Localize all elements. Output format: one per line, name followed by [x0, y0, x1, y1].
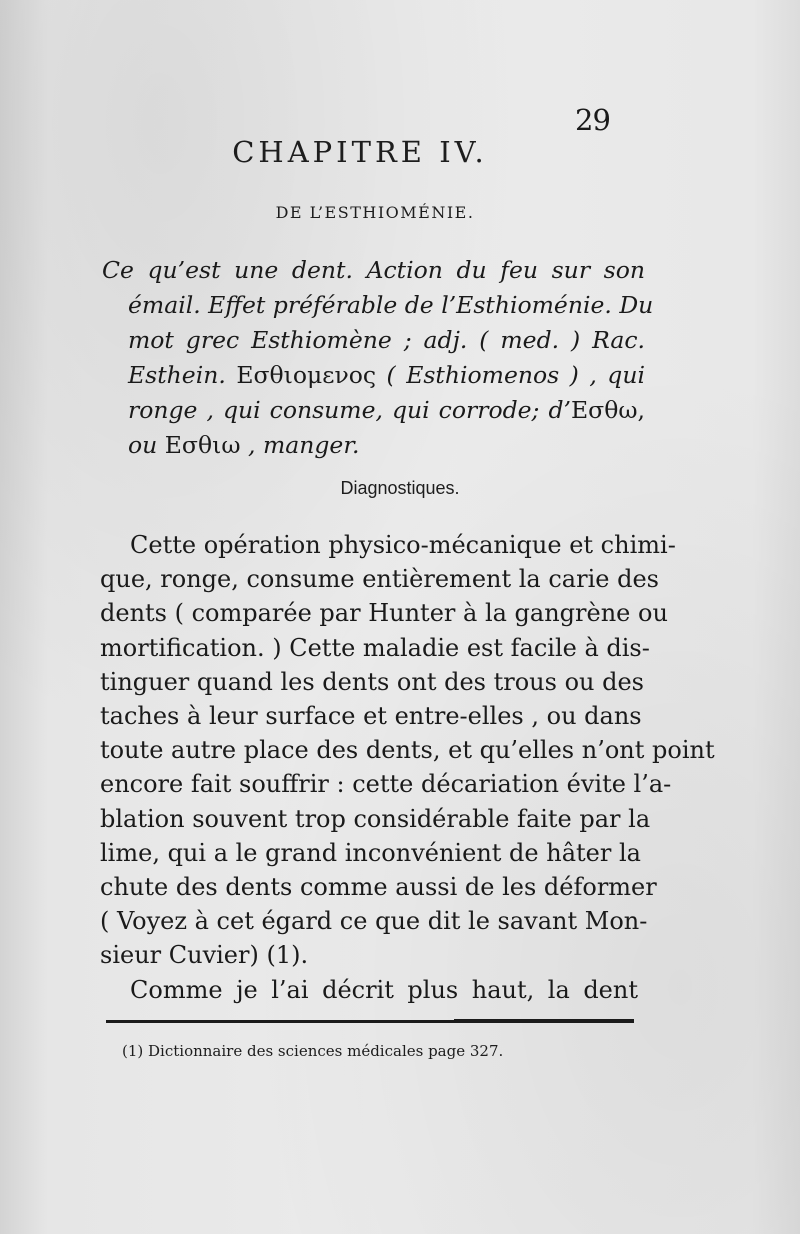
body-line: blation souvent trop considérable faite par la — [100, 804, 651, 833]
body-line: que, ronge, consume entièrement la carie des — [100, 565, 659, 594]
body-line: mortification. ) Cette maladie est facile à dis- — [100, 633, 650, 662]
summary-text: , manger. — [248, 431, 360, 459]
body-line: lime, qui a le grand inconvénient de hâter la — [100, 838, 641, 867]
page-number: 29 — [575, 103, 610, 137]
body-line: chute des dents comme aussi de les déformer — [100, 873, 657, 902]
body-line: encore fait souffrir : cette décariation évite l’a- — [100, 770, 672, 799]
summary-line — [100, 393, 645, 428]
summary-line: Ce qu’est une dent. Action du feu sur son — [102, 256, 645, 284]
summary-line — [100, 428, 645, 463]
greek-word: Εσθιω — [164, 431, 241, 459]
summary-line: mot grec Esthiomène ; adj. ( med. ) Rac. — [128, 326, 645, 354]
body-line: ( Voyez à cet égard ce que dit le savant Mon- — [100, 907, 648, 936]
footnote-rule — [106, 1020, 634, 1023]
summary-line: émail. Effet préférable de l’Esthioménie. Du — [128, 291, 654, 319]
greek-word: Εσθω, — [571, 396, 645, 424]
body-line: toute autre place des dents, et qu’elles n’ont point — [100, 736, 715, 765]
greek-word: Εσθιομενος — [236, 361, 377, 389]
chapter-subtitle: DE L’ESTHIOMÉNIE. — [275, 203, 475, 222]
body-line: taches à leur surface et entre-elles , ou dans — [100, 702, 642, 731]
body-line: tinguer quand les dents ont des trous ou des — [100, 667, 644, 696]
summary-text: ( Esthiomenos ) , qui — [386, 361, 645, 389]
chapter-summary — [100, 253, 654, 463]
footnote: (1) Dictionnaire des sciences médicales page 327. — [122, 1042, 504, 1060]
body-line: dents ( comparée par Hunter à la gangrène ou — [100, 599, 668, 628]
body-line: Cette opération physico-mécanique et chimi- — [130, 531, 676, 559]
section-heading: Diagnostiques. — [340, 478, 460, 498]
summary-text: Esthein. — [128, 361, 226, 389]
chapter-title: CHAPITRE IV. — [232, 135, 488, 169]
summary-text: ou — [128, 431, 158, 459]
body-line: sieur Cuvier) (1). — [100, 941, 309, 970]
body-line: Comme je l’ai décrit plus haut, la dent — [130, 975, 638, 1004]
summary-line — [100, 358, 645, 393]
body-paragraphs — [100, 528, 715, 1007]
summary-text: ronge , qui consume, qui corrode; d’ — [128, 396, 572, 424]
